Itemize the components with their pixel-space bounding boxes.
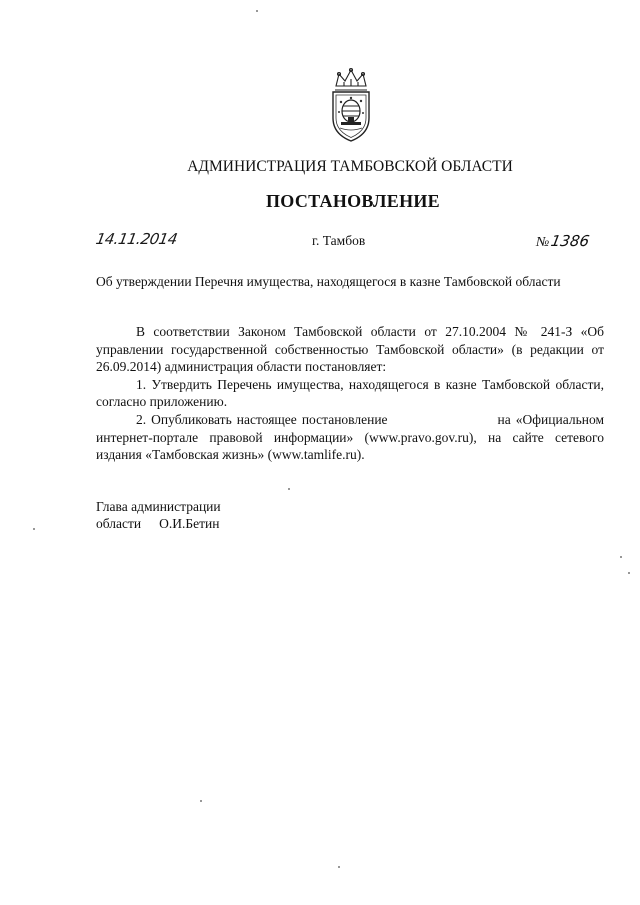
organization-name: АДМИНИСТРАЦИЯ ТАМБОВСКОЙ ОБЛАСТИ [187,158,513,175]
scan-speck [200,800,202,802]
document-city: г. Тамбов [312,233,366,248]
document-number-block [536,232,589,251]
signature-line-2 [96,515,221,532]
coat-of-arms-icon [326,66,376,144]
paragraph-item-1: 1. Утвердить Перечень имущества, находящегося в казне Тамбовской области, согласно приложению. [96,376,604,410]
paragraph-intro: В соответствии Законом Тамбовской области от 27.10.2004 № 241-З «Об управлении государственной собственностью Тамбовской области» (в редакции от 26.09.2014) администрация области постановляет: [96,324,604,375]
document-body [96,323,604,464]
signature-block [96,498,221,532]
document-type-title: ПОСТАНОВЛЕНИЕ [266,191,440,211]
paragraph-item-2 [96,411,604,464]
scan-speck [256,10,258,12]
signature-name: О.И.Бетин [159,516,220,531]
scan-speck [620,556,622,558]
scan-speck [33,528,35,530]
scan-speck [338,866,340,868]
document-subject: Об утверждении Перечня имущества, находящегося в казне Тамбовской области [96,274,561,289]
document-number: 1386 [549,232,591,250]
document-date: 14.11.2014 [94,230,179,248]
document-meta-row [96,232,596,256]
signature-position-line-2: области [96,516,142,531]
scan-speck [628,572,630,574]
paragraph-item-2-start: 2. Опубликовать настоящее постановление [136,411,388,427]
signature-position-line-1: Глава администрации [96,499,221,514]
paragraph-item-2-end: на «Официальном интернет-портале правовой информации» (www.pravo.gov.ru), на сайте сетевого издания «Тамбовская жизнь» (www.tamlife.ru). [96,411,604,463]
number-sign: № [536,235,550,250]
scan-speck [288,488,290,490]
